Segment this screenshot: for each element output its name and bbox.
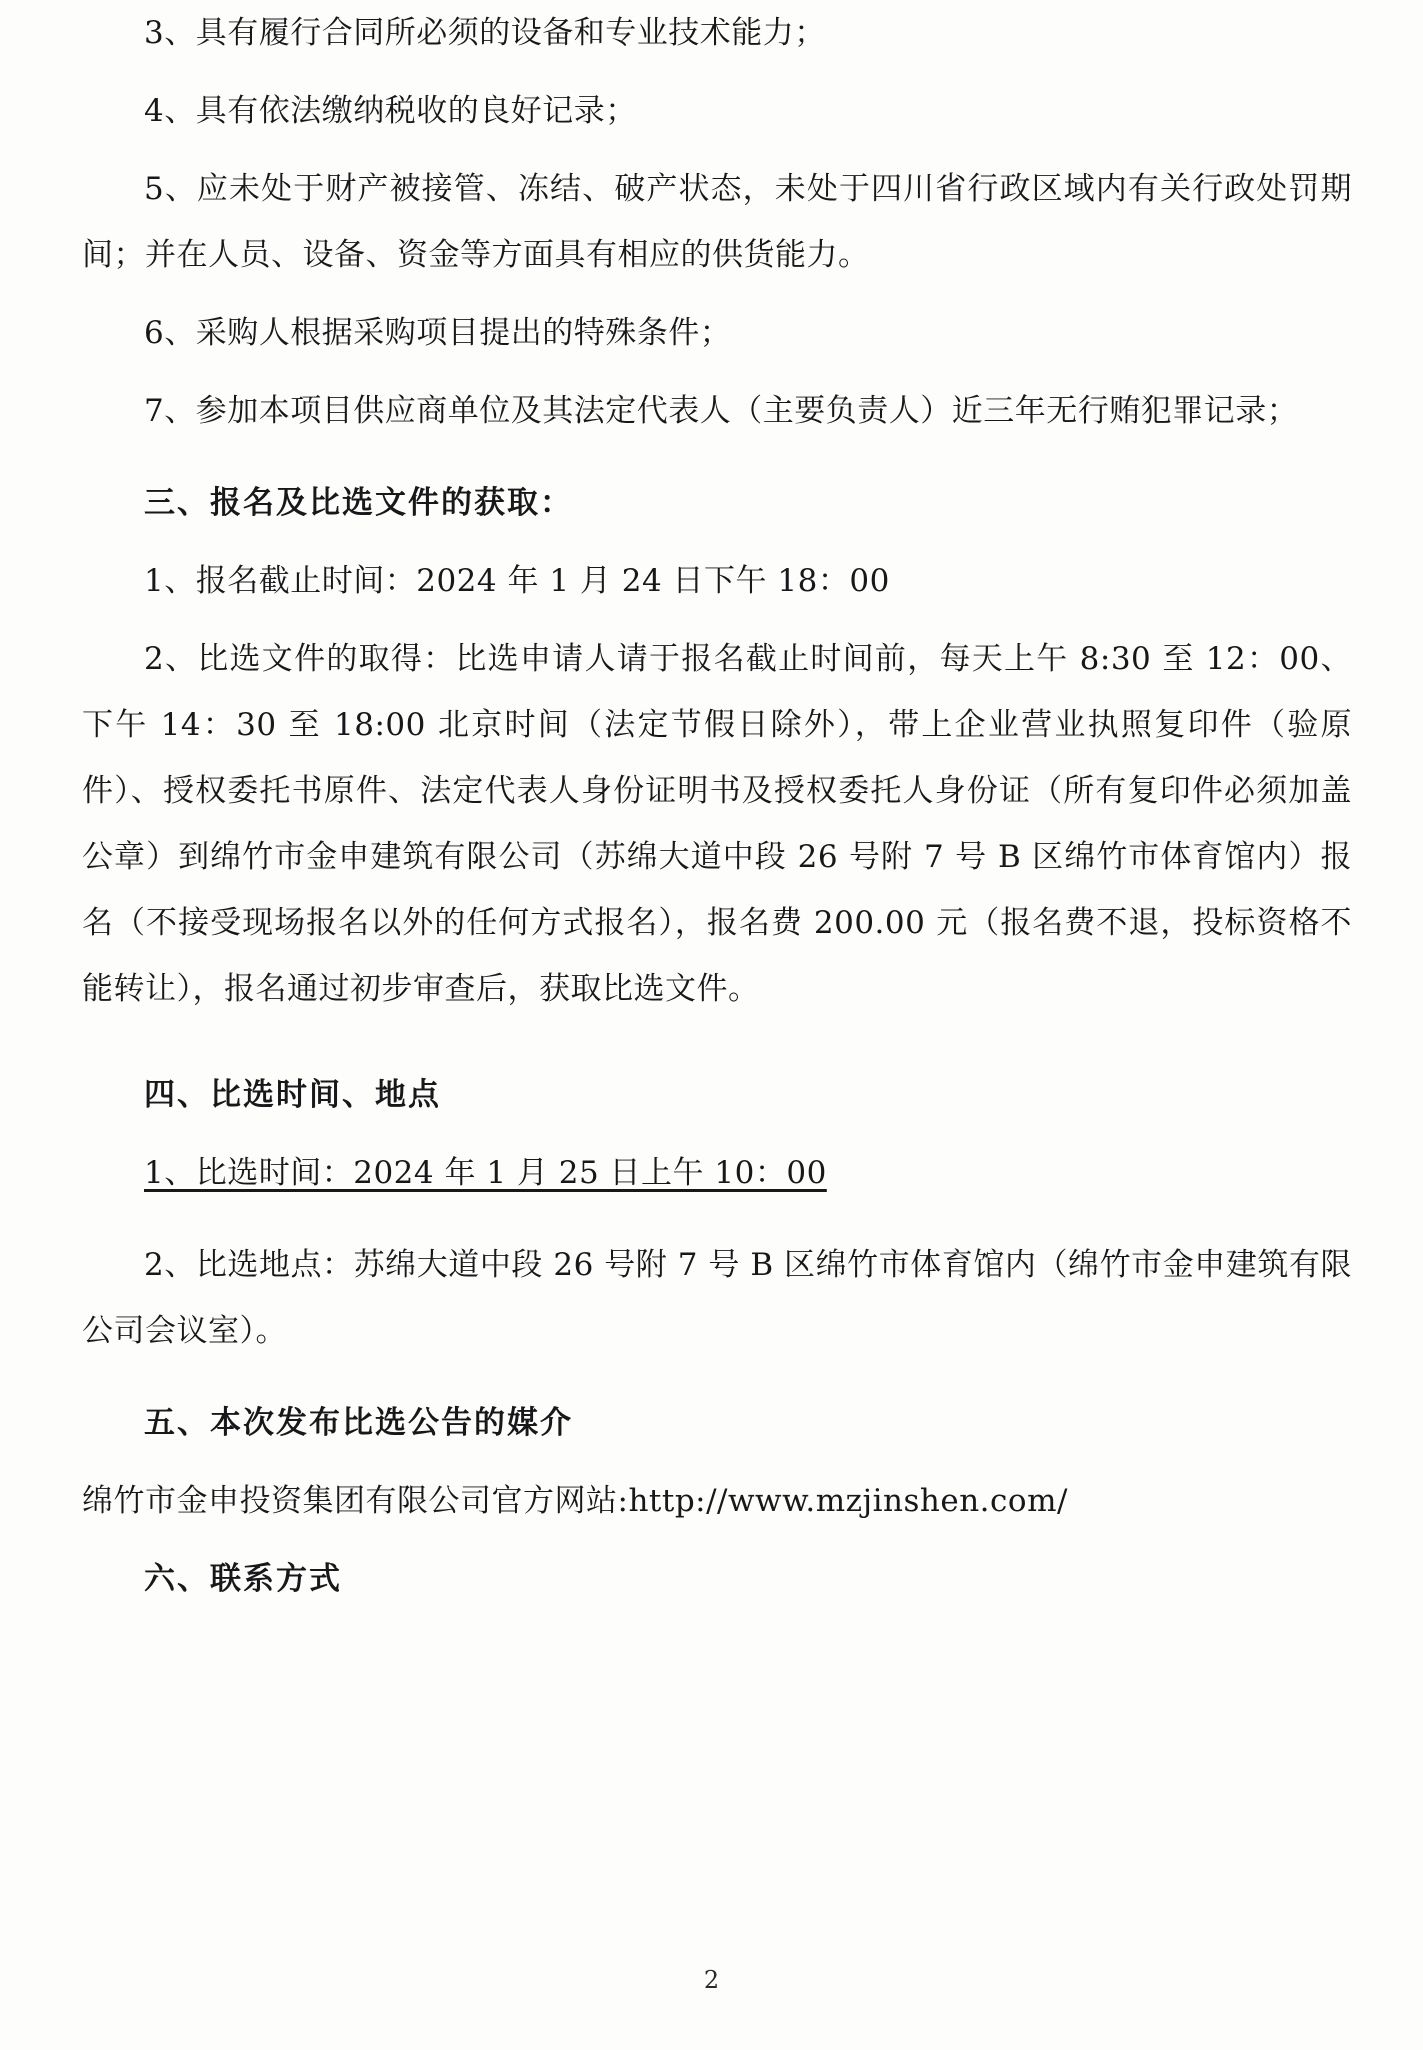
spacer (82, 444, 1352, 470)
section-five-body: 绵竹市金申投资集团有限公司官方网站:http://www.mzjinshen.com/ (82, 1483, 1068, 1519)
spacer (82, 1206, 1352, 1232)
requirement-item-5: 5、应未处于财产被接管、冻结、破产状态，未处于四川省行政区域内有关行政处罚期间；并在人员、设备、资金等方面具有相应的供货能力。 (82, 171, 1352, 273)
page-number: 2 (703, 1966, 720, 1994)
section-three-heading: 三、报名及比选文件的获取： (144, 485, 573, 521)
spacer (82, 1456, 1352, 1468)
requirement-item-6: 6、采购人根据采购项目提出的特殊条件； (144, 315, 732, 351)
spacer (82, 1128, 1352, 1140)
spacer (82, 1534, 1352, 1546)
requirement-item-7: 7、参加本项目供应商单位及其法定代表人（主要负责人）近三年无行贿犯罪记录； (144, 393, 1299, 429)
section-four-item-2: 2、比选地点：苏绵大道中段 26 号附 7 号 B 区绵竹市体育馆内（绵竹市金申建筑有限公司会议室）。 (82, 1247, 1352, 1349)
section-six-heading: 六、联系方式 (144, 1561, 342, 1597)
requirement-item-4: 4、具有依法缴纳税收的良好记录； (144, 93, 637, 129)
section-three-item-2: 2、比选文件的取得：比选申请人请于报名截止时间前，每天上午 8:30 至 12：00、下午 14：30 至 18:00 北京时间（法定节假日除外），带上企业营业执照复印件（验原件）、授权委托书原件、法定代表人身份证明书及授权委托人身份证（所有复印件必须加盖公章）到绵竹市金申建筑有限公司（苏绵大道中段 26 号附 7 号 B 区绵竹市体育馆内）报名（不接受现场报名以外的任何方式报名），报名费 200.00 元（报名费不退，投标资格不能转让），报名通过初步审查后，获取比选文件。 (82, 641, 1352, 1007)
spacer (82, 288, 1352, 300)
section-four-item-1: 1、比选时间：2024 年 1 月 25 日上午 10：00 (144, 1155, 827, 1191)
spacer (82, 66, 1352, 78)
spacer (82, 1364, 1352, 1390)
spacer (82, 614, 1352, 626)
spacer (82, 144, 1352, 156)
requirement-item-3: 3、具有履行合同所必须的设备和专业技术能力； (144, 15, 826, 51)
spacer (82, 366, 1352, 378)
section-four-heading: 四、比选时间、地点 (144, 1077, 441, 1113)
spacer (82, 1022, 1352, 1062)
document-body (82, 0, 1352, 1612)
section-five-heading: 五、本次发布比选公告的媒介 (144, 1405, 573, 1441)
spacer (82, 536, 1352, 548)
section-three-item-1: 1、报名截止时间：2024 年 1 月 24 日下午 18：00 (144, 563, 890, 599)
